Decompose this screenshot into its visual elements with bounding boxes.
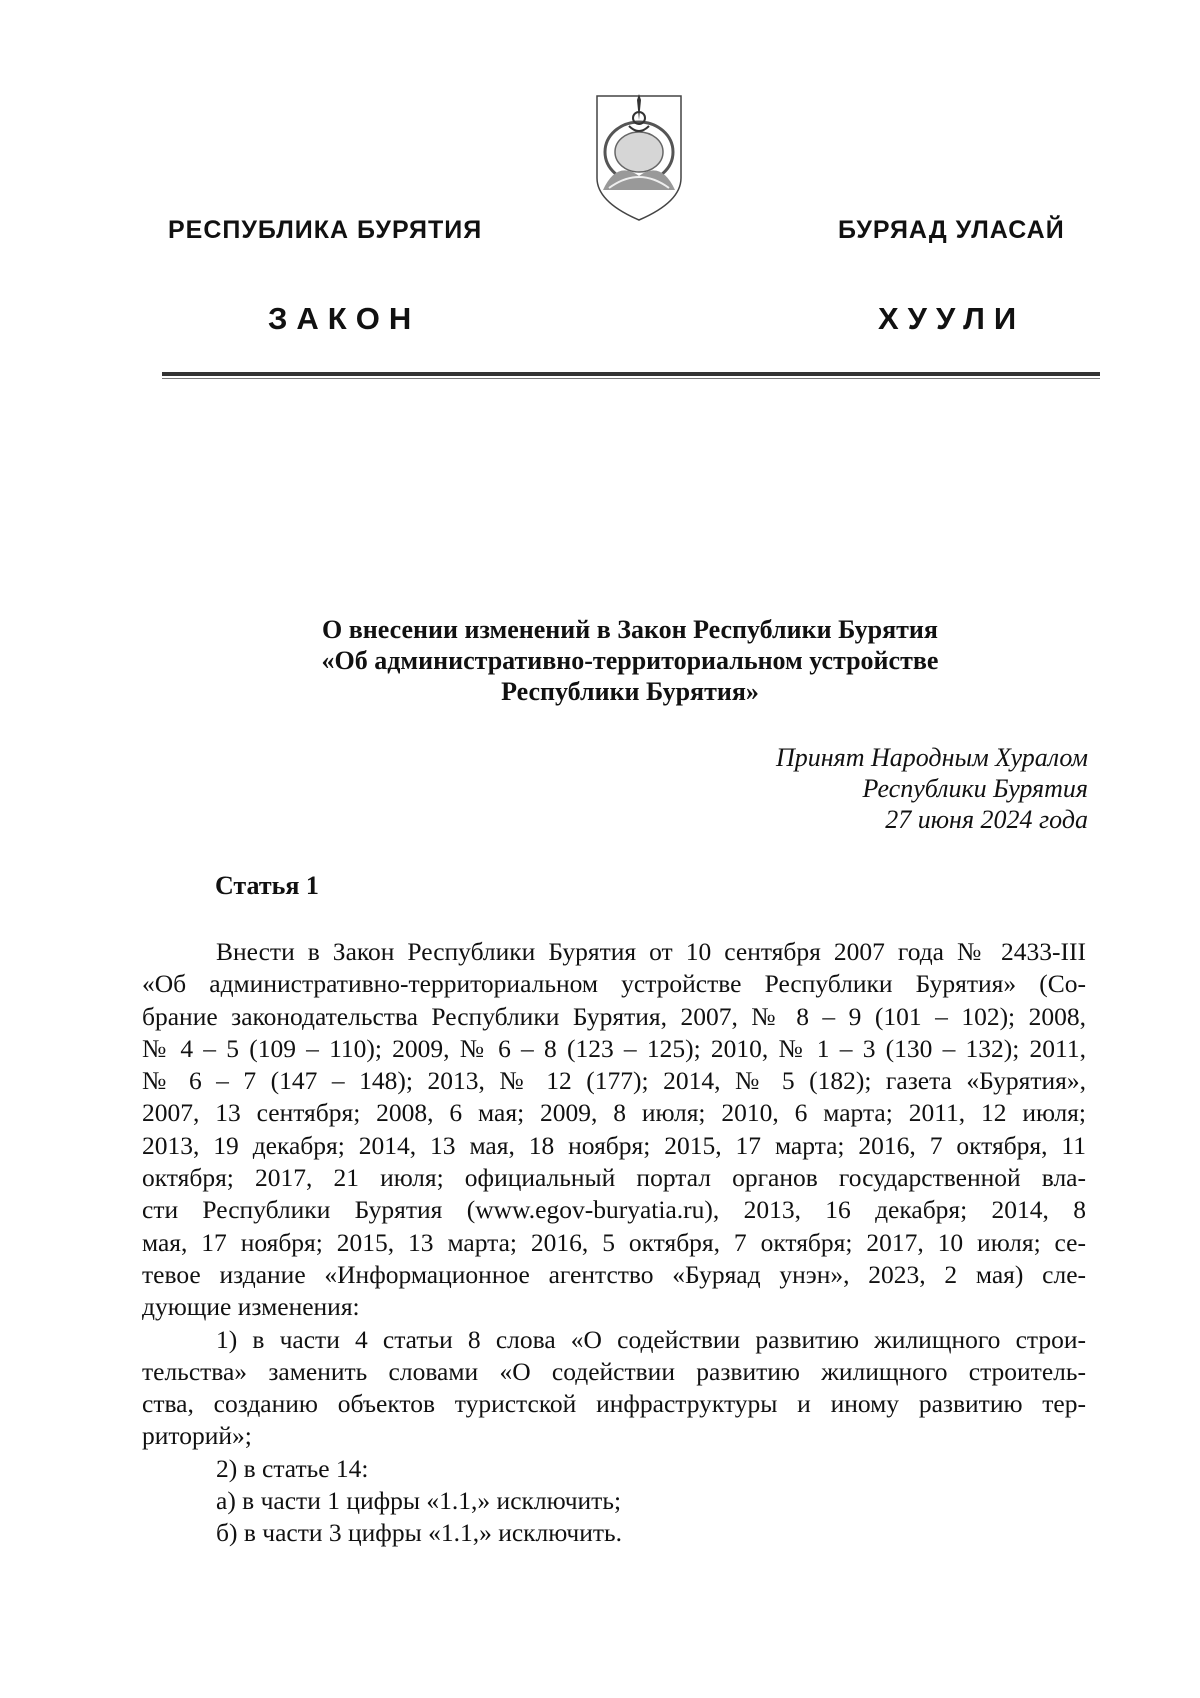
- item1-line: тельства» заменить словами «О содействии развитию жилищного строитель-: [142, 1356, 1086, 1386]
- adoption-note: [776, 742, 1088, 835]
- law-title-line: «Об административно-территориальном устройстве: [321, 646, 939, 675]
- item2a: а) в части 1 цифры «1.1,» исключить;: [216, 1486, 622, 1516]
- item1-line: ства, созданию объектов туристской инфраструктуры и иному развитию тер-: [142, 1389, 1086, 1419]
- intro-line: Внести в Закон Республики Бурятия от 10 сентября 2007 года № 2433-III: [216, 937, 1086, 966]
- item1-line: риторий»;: [142, 1421, 252, 1451]
- article-heading: Статья 1: [215, 871, 319, 900]
- header-divider: [162, 372, 1100, 376]
- coat-of-arms-icon: [593, 90, 685, 225]
- adoption-note-line: Республики Бурятия: [862, 774, 1088, 803]
- republic-name-buryat: БУРЯАД УЛАСАЙ: [838, 216, 1065, 244]
- law-label-buryat: ХУУЛИ: [878, 301, 1026, 336]
- adoption-note-line: Принят Народным Хуралом: [775, 743, 1088, 772]
- intro-line: № 6 – 7 (147 – 148); 2013, № 12 (177); 2014, № 5 (182); газета «Бурятия»,: [142, 1066, 1086, 1096]
- intro-line: дующие изменения:: [142, 1292, 360, 1322]
- intro-line: сти Республики Бурятия (www.egov-buryatia.ru), 2013, 16 декабря; 2014, 8: [142, 1195, 1086, 1225]
- item2b: б) в части 3 цифры «1.1,» исключить.: [216, 1518, 622, 1548]
- intro-line: № 4 – 5 (109 – 110); 2009, № 6 – 8 (123 – 125); 2010, № 1 – 3 (130 – 132); 2011,: [142, 1033, 1086, 1063]
- law-title: [160, 614, 1100, 707]
- republic-name-russian: РЕСПУБЛИКА БУРЯТИЯ: [168, 216, 483, 244]
- intro-line: «Об административно-территориальном устройстве Республики Бурятия» (Со-: [142, 969, 1086, 999]
- law-label-russian: ЗАКОН: [268, 301, 421, 336]
- intro-line: мая, 17 ноября; 2015, 13 марта; 2016, 5 октября, 7 октября; 2017, 10 июля; се-: [142, 1227, 1086, 1257]
- intro-line: тевое издание «Информационное агентство «Буряад унэн», 2023, 2 мая) сле-: [142, 1259, 1086, 1289]
- intro-line: 2007, 13 сентября; 2008, 6 мая; 2009, 8 июля; 2010, 6 марта; 2011, 12 июля;: [142, 1098, 1086, 1128]
- intro-line: брание законодательства Республики Бурятия, 2007, № 8 – 9 (101 – 102); 2008,: [142, 1001, 1086, 1031]
- adoption-date: 27 июня 2024 года: [885, 805, 1088, 834]
- intro-line: 2013, 19 декабря; 2014, 13 мая, 18 ноября; 2015, 17 марта; 2016, 7 октября, 11: [142, 1130, 1086, 1160]
- item1-line: 1) в части 4 статьи 8 слова «О содействии развитию жилищного строи-: [216, 1324, 1086, 1354]
- header-divider-thin: [162, 378, 1100, 379]
- article-body: [142, 936, 1086, 1550]
- intro-line: октября; 2017, 21 июля; официальный портал органов государственной вла-: [142, 1163, 1086, 1193]
- law-title-line: Республики Бурятия»: [501, 677, 759, 706]
- law-title-line: О внесении изменений в Закон Республики Бурятия: [322, 615, 938, 644]
- item2: 2) в статье 14:: [216, 1453, 369, 1483]
